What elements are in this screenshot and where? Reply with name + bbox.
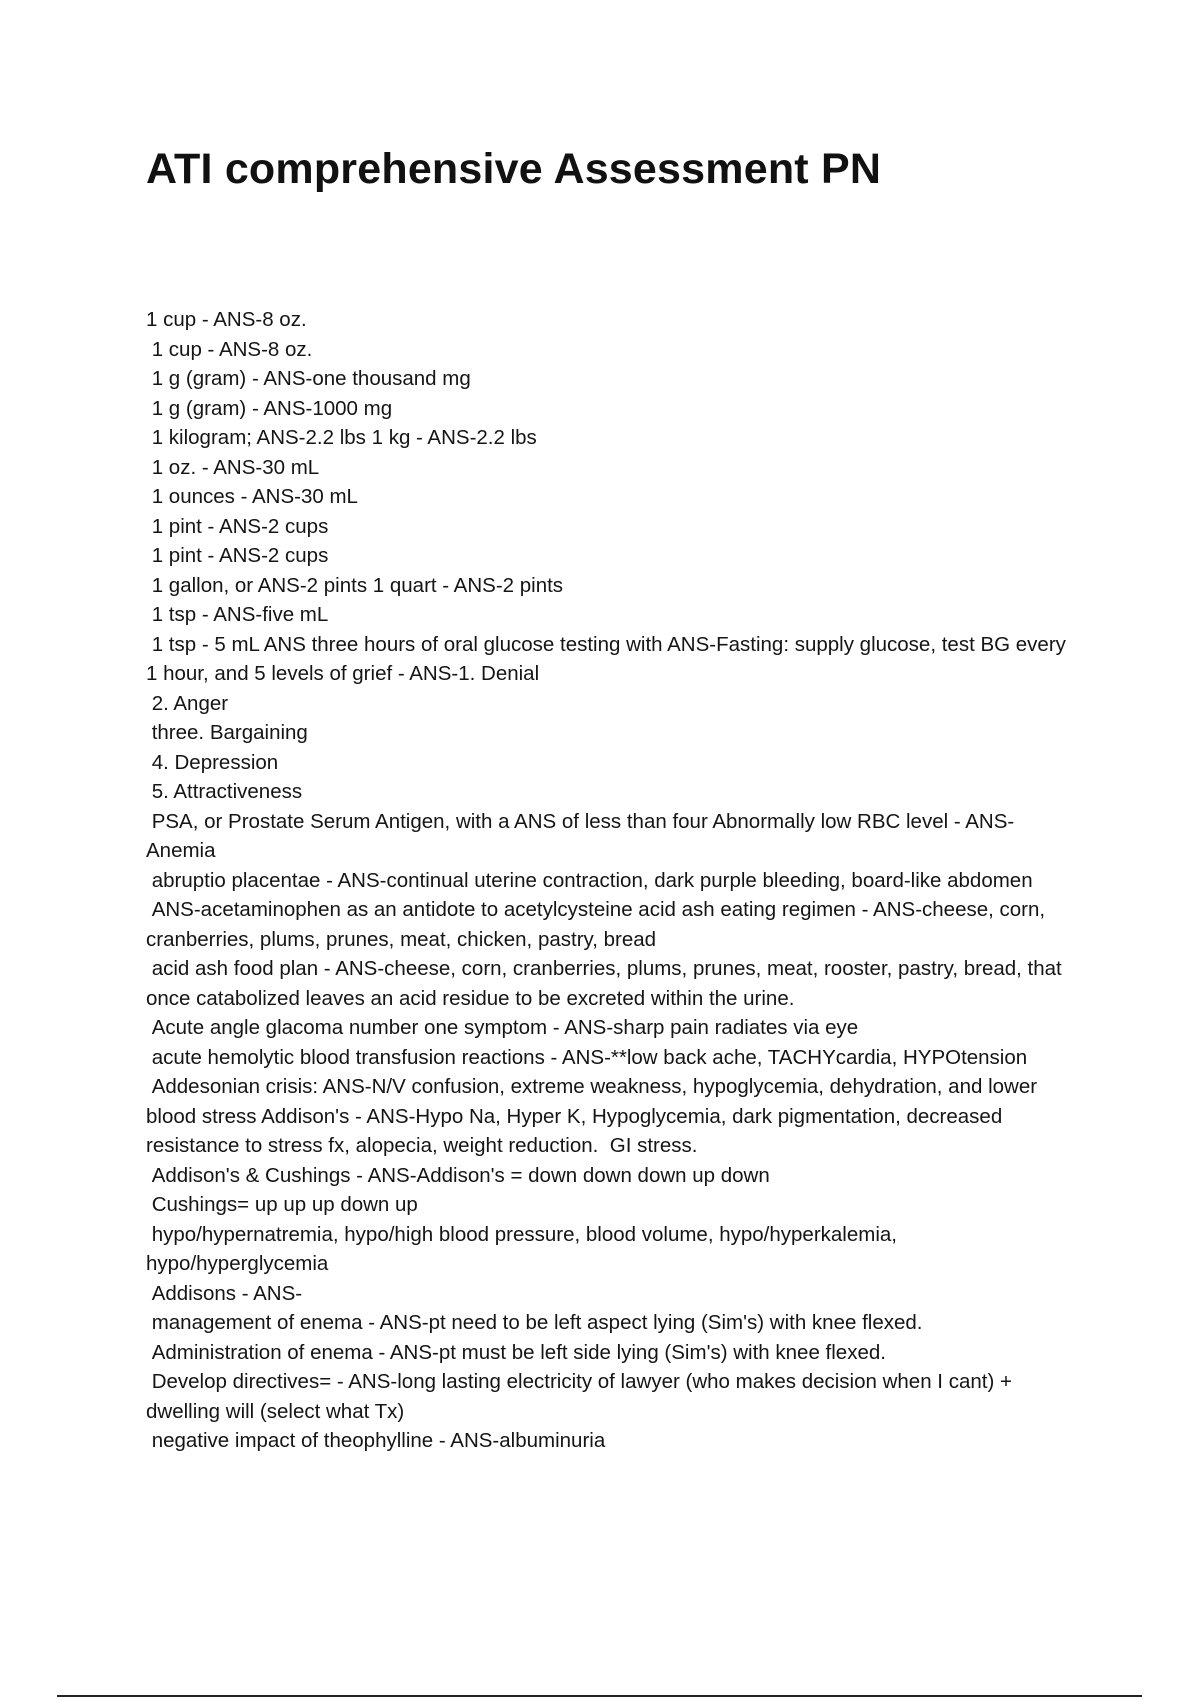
document-line: PSA, or Prostate Serum Antigen, with a ANS of less than four Abnormally low RBC level - ANS-Anemia — [146, 809, 1015, 862]
document-line: 1 tsp - ANS-five mL — [146, 603, 329, 626]
document-line: acute hemolytic blood transfusion reactions - ANS-**low back ache, TACHYcardia, HYPOtension — [146, 1045, 1028, 1069]
document-line: 1 pint - ANS-2 cups — [146, 514, 329, 538]
document-line: acid ash food plan - ANS-cheese, corn, cranberries, plums, prunes, meat, rooster, pastry, bread, that once catabolized leaves an acid residue to be excreted within the urine. — [146, 957, 1068, 1010]
document-line: Addesonian crisis: ANS-N/V confusion, extreme weakness, hypoglycemia, dehydration, and lower blood stress Addison's - ANS-Hypo Na, Hyper K, Hypoglycemia, dark pigmentation, decreased resistance to stress fx, alopecia, weight reduction. GI stress. — [146, 1075, 1043, 1157]
document-line: 1 oz. - ANS-30 mL — [146, 455, 320, 479]
document-line: 1 cup - ANS-8 oz. — [146, 337, 313, 361]
document-line: 1 g (gram) - ANS-one thousand mg — [146, 367, 471, 390]
document-line: Cushings= up up up down up — [146, 1193, 418, 1216]
document-body — [146, 305, 1076, 1456]
document-title: ATI comprehensive Assessment PN — [146, 145, 882, 193]
document-line: abruptio placentae - ANS-continual uterine contraction, dark purple bleeding, board-like abdomen — [146, 868, 1033, 892]
document-line: negative impact of theophylline - ANS-albuminuria — [146, 1429, 606, 1452]
document-line: Addisons - ANS- — [146, 1281, 303, 1305]
document-line: three. Bargaining — [146, 721, 308, 744]
document-line: Develop directives= - ANS-long lasting electricity of lawyer (who makes decision when I cant) + dwelling will (select what Tx) — [146, 1370, 1018, 1423]
document-line: management of enema - ANS-pt need to be left aspect lying (Sim's) with knee flexed. — [146, 1311, 923, 1334]
document-line: 1 pint - ANS-2 cups — [146, 544, 329, 567]
document-line: ANS-acetaminophen as an antidote to acetylcysteine acid ash eating regimen - ANS-cheese, corn, cranberries, plums, prunes, meat, chicken, pastry, bread — [146, 898, 1051, 951]
document-line: Administration of enema - ANS-pt must be left side lying (Sim's) with knee flexed. — [146, 1340, 886, 1364]
document-line: hypo/hypernatremia, hypo/high blood pressure, blood volume, hypo/hyperkalemia, hypo/hyperglycemia — [146, 1222, 903, 1275]
footer-divider — [57, 1695, 1142, 1697]
document-line: 1 ounces - ANS-30 mL — [146, 485, 358, 508]
document-line: 5. Attractiveness — [146, 780, 303, 803]
document-line: 2. Anger — [146, 691, 229, 715]
document-line: 1 tsp - 5 mL ANS three hours of oral glucose testing with ANS-Fasting: supply glucose, test BG every 1 hour, and 5 levels of grief - ANS-1. Denial — [146, 632, 1072, 685]
document-line: 1 gallon, or ANS-2 pints 1 quart - ANS-2 pints — [146, 573, 564, 597]
document-line: 1 cup - ANS-8 oz. — [146, 308, 307, 331]
document-line: 1 kilogram; ANS-2.2 lbs 1 kg - ANS-2.2 lbs — [146, 426, 537, 449]
document-line: 1 g (gram) - ANS-1000 mg — [146, 396, 393, 420]
document-line: Acute angle glacoma number one symptom - ANS-sharp pain radiates via eye — [146, 1016, 859, 1039]
document-line: Addison's & Cushings - ANS-Addison's = down down down up down — [146, 1163, 770, 1187]
document-line: 4. Depression — [146, 750, 279, 774]
